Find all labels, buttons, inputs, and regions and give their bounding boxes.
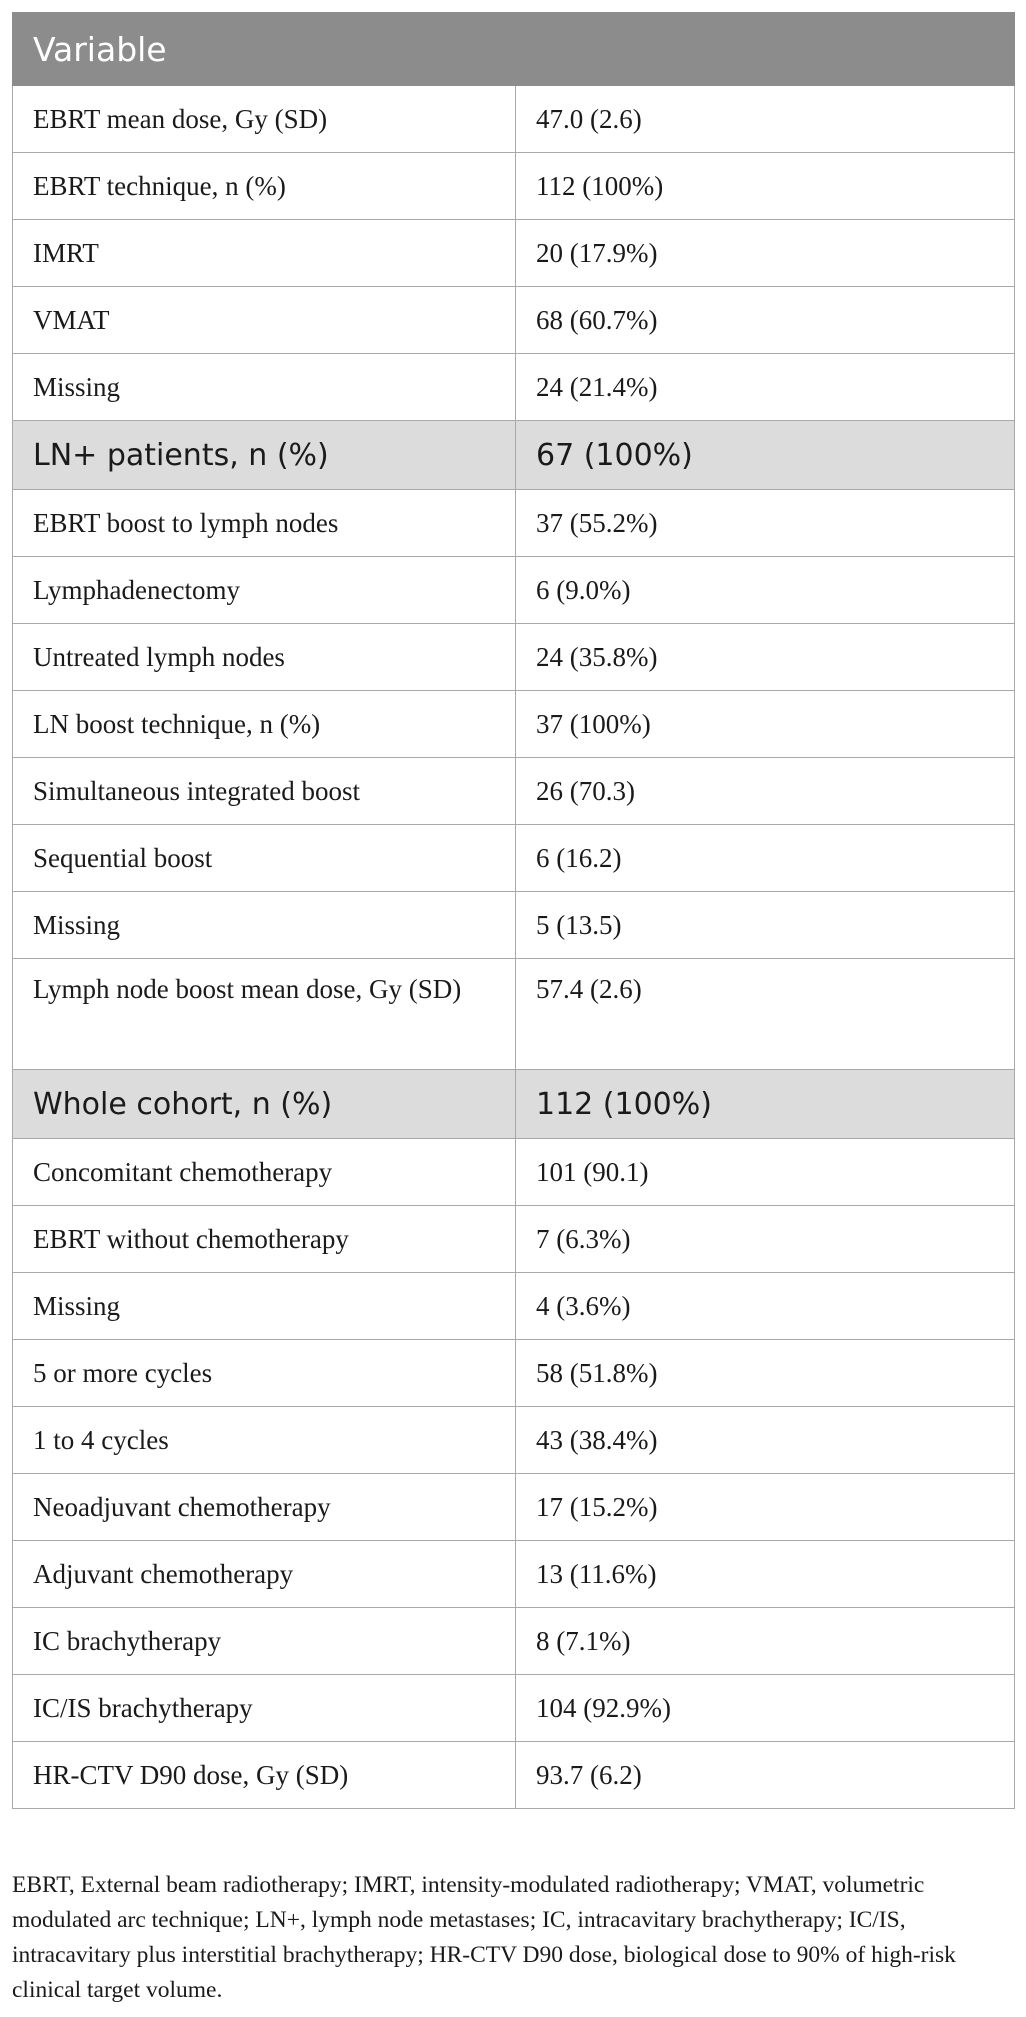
row-label: IMRT [13,220,516,287]
row-label: VMAT [13,287,516,354]
row-label: EBRT mean dose, Gy (SD) [13,86,516,153]
header-variable: Variable [13,13,1015,86]
section-value: 112 (100%) [516,1070,1015,1139]
row-label: Neoadjuvant chemotherapy [13,1474,516,1541]
table-row [13,490,1015,557]
row-value: 93.7 (6.2) [516,1742,1015,1809]
row-label: 1 to 4 cycles [13,1407,516,1474]
row-label: IC brachytherapy [13,1608,516,1675]
row-value: 6 (16.2) [516,825,1015,892]
row-label: HR-CTV D90 dose, Gy (SD) [13,1742,516,1809]
table-row [13,1340,1015,1407]
table-row [13,624,1015,691]
row-value: 6 (9.0%) [516,557,1015,624]
table-row-tall [13,959,1015,1070]
row-value: 37 (100%) [516,691,1015,758]
table-row [13,1206,1015,1273]
table-row [13,1608,1015,1675]
table-row [13,1407,1015,1474]
row-value: 37 (55.2%) [516,490,1015,557]
table-row [13,1139,1015,1206]
row-label: Untreated lymph nodes [13,624,516,691]
row-value: 57.4 (2.6) [516,959,1015,1070]
row-label: LN boost technique, n (%) [13,691,516,758]
row-value: 4 (3.6%) [516,1273,1015,1340]
row-value: 8 (7.1%) [516,1608,1015,1675]
row-label: IC/IS brachytherapy [13,1675,516,1742]
row-label: Sequential boost [13,825,516,892]
row-value: 7 (6.3%) [516,1206,1015,1273]
table-row [13,354,1015,421]
table-row [13,1273,1015,1340]
table-row [13,892,1015,959]
table-row [13,86,1015,153]
row-value: 101 (90.1) [516,1139,1015,1206]
row-value: 26 (70.3) [516,758,1015,825]
row-value: 24 (35.8%) [516,624,1015,691]
table-header-row [13,13,1015,86]
row-value: 43 (38.4%) [516,1407,1015,1474]
row-value: 13 (11.6%) [516,1541,1015,1608]
table-row [13,153,1015,220]
row-label: Adjuvant chemotherapy [13,1541,516,1608]
row-label: Lymphadenectomy [13,557,516,624]
table-row [13,557,1015,624]
section-value: 67 (100%) [516,421,1015,490]
table-footnote: EBRT, External beam radiotherapy; IMRT, intensity-modulated radiotherapy; VMAT, volumetric modulated arc technique; LN+, lymph node metastases; IC, intracavitary brachytherapy; IC/IS, intracavitary plus interstitial brachytherapy; HR-CTV D90 dose, biological dose to 90% of high-risk clinical target volume. [12,1872,956,2003]
row-value: 68 (60.7%) [516,287,1015,354]
table-row [13,1675,1015,1742]
table-row [13,1474,1015,1541]
row-value: 17 (15.2%) [516,1474,1015,1541]
row-label: Lymph node boost mean dose, Gy (SD) [13,959,516,1070]
row-label: Simultaneous integrated boost [13,758,516,825]
row-label: Missing [13,892,516,959]
row-value: 20 (17.9%) [516,220,1015,287]
row-value: 5 (13.5) [516,892,1015,959]
row-value: 58 (51.8%) [516,1340,1015,1407]
row-label: Missing [13,354,516,421]
row-label: Missing [13,1273,516,1340]
row-label: 5 or more cycles [13,1340,516,1407]
table-row [13,825,1015,892]
section-label: LN+ patients, n (%) [13,421,516,490]
table-container [12,12,1014,1809]
table-row [13,758,1015,825]
row-label: EBRT without chemotherapy [13,1206,516,1273]
treatment-table [12,12,1015,1809]
row-value: 112 (100%) [516,153,1015,220]
row-label: EBRT technique, n (%) [13,153,516,220]
row-label: Concomitant chemotherapy [13,1139,516,1206]
row-value: 104 (92.9%) [516,1675,1015,1742]
table-row [13,1541,1015,1608]
table-row [13,1742,1015,1809]
row-value: 47.0 (2.6) [516,86,1015,153]
section-label: Whole cohort, n (%) [13,1070,516,1139]
row-label: EBRT boost to lymph nodes [13,490,516,557]
row-value: 24 (21.4%) [516,354,1015,421]
section-row [13,1070,1015,1139]
table-row [13,287,1015,354]
section-row [13,421,1015,490]
table-row [13,220,1015,287]
table-row [13,691,1015,758]
